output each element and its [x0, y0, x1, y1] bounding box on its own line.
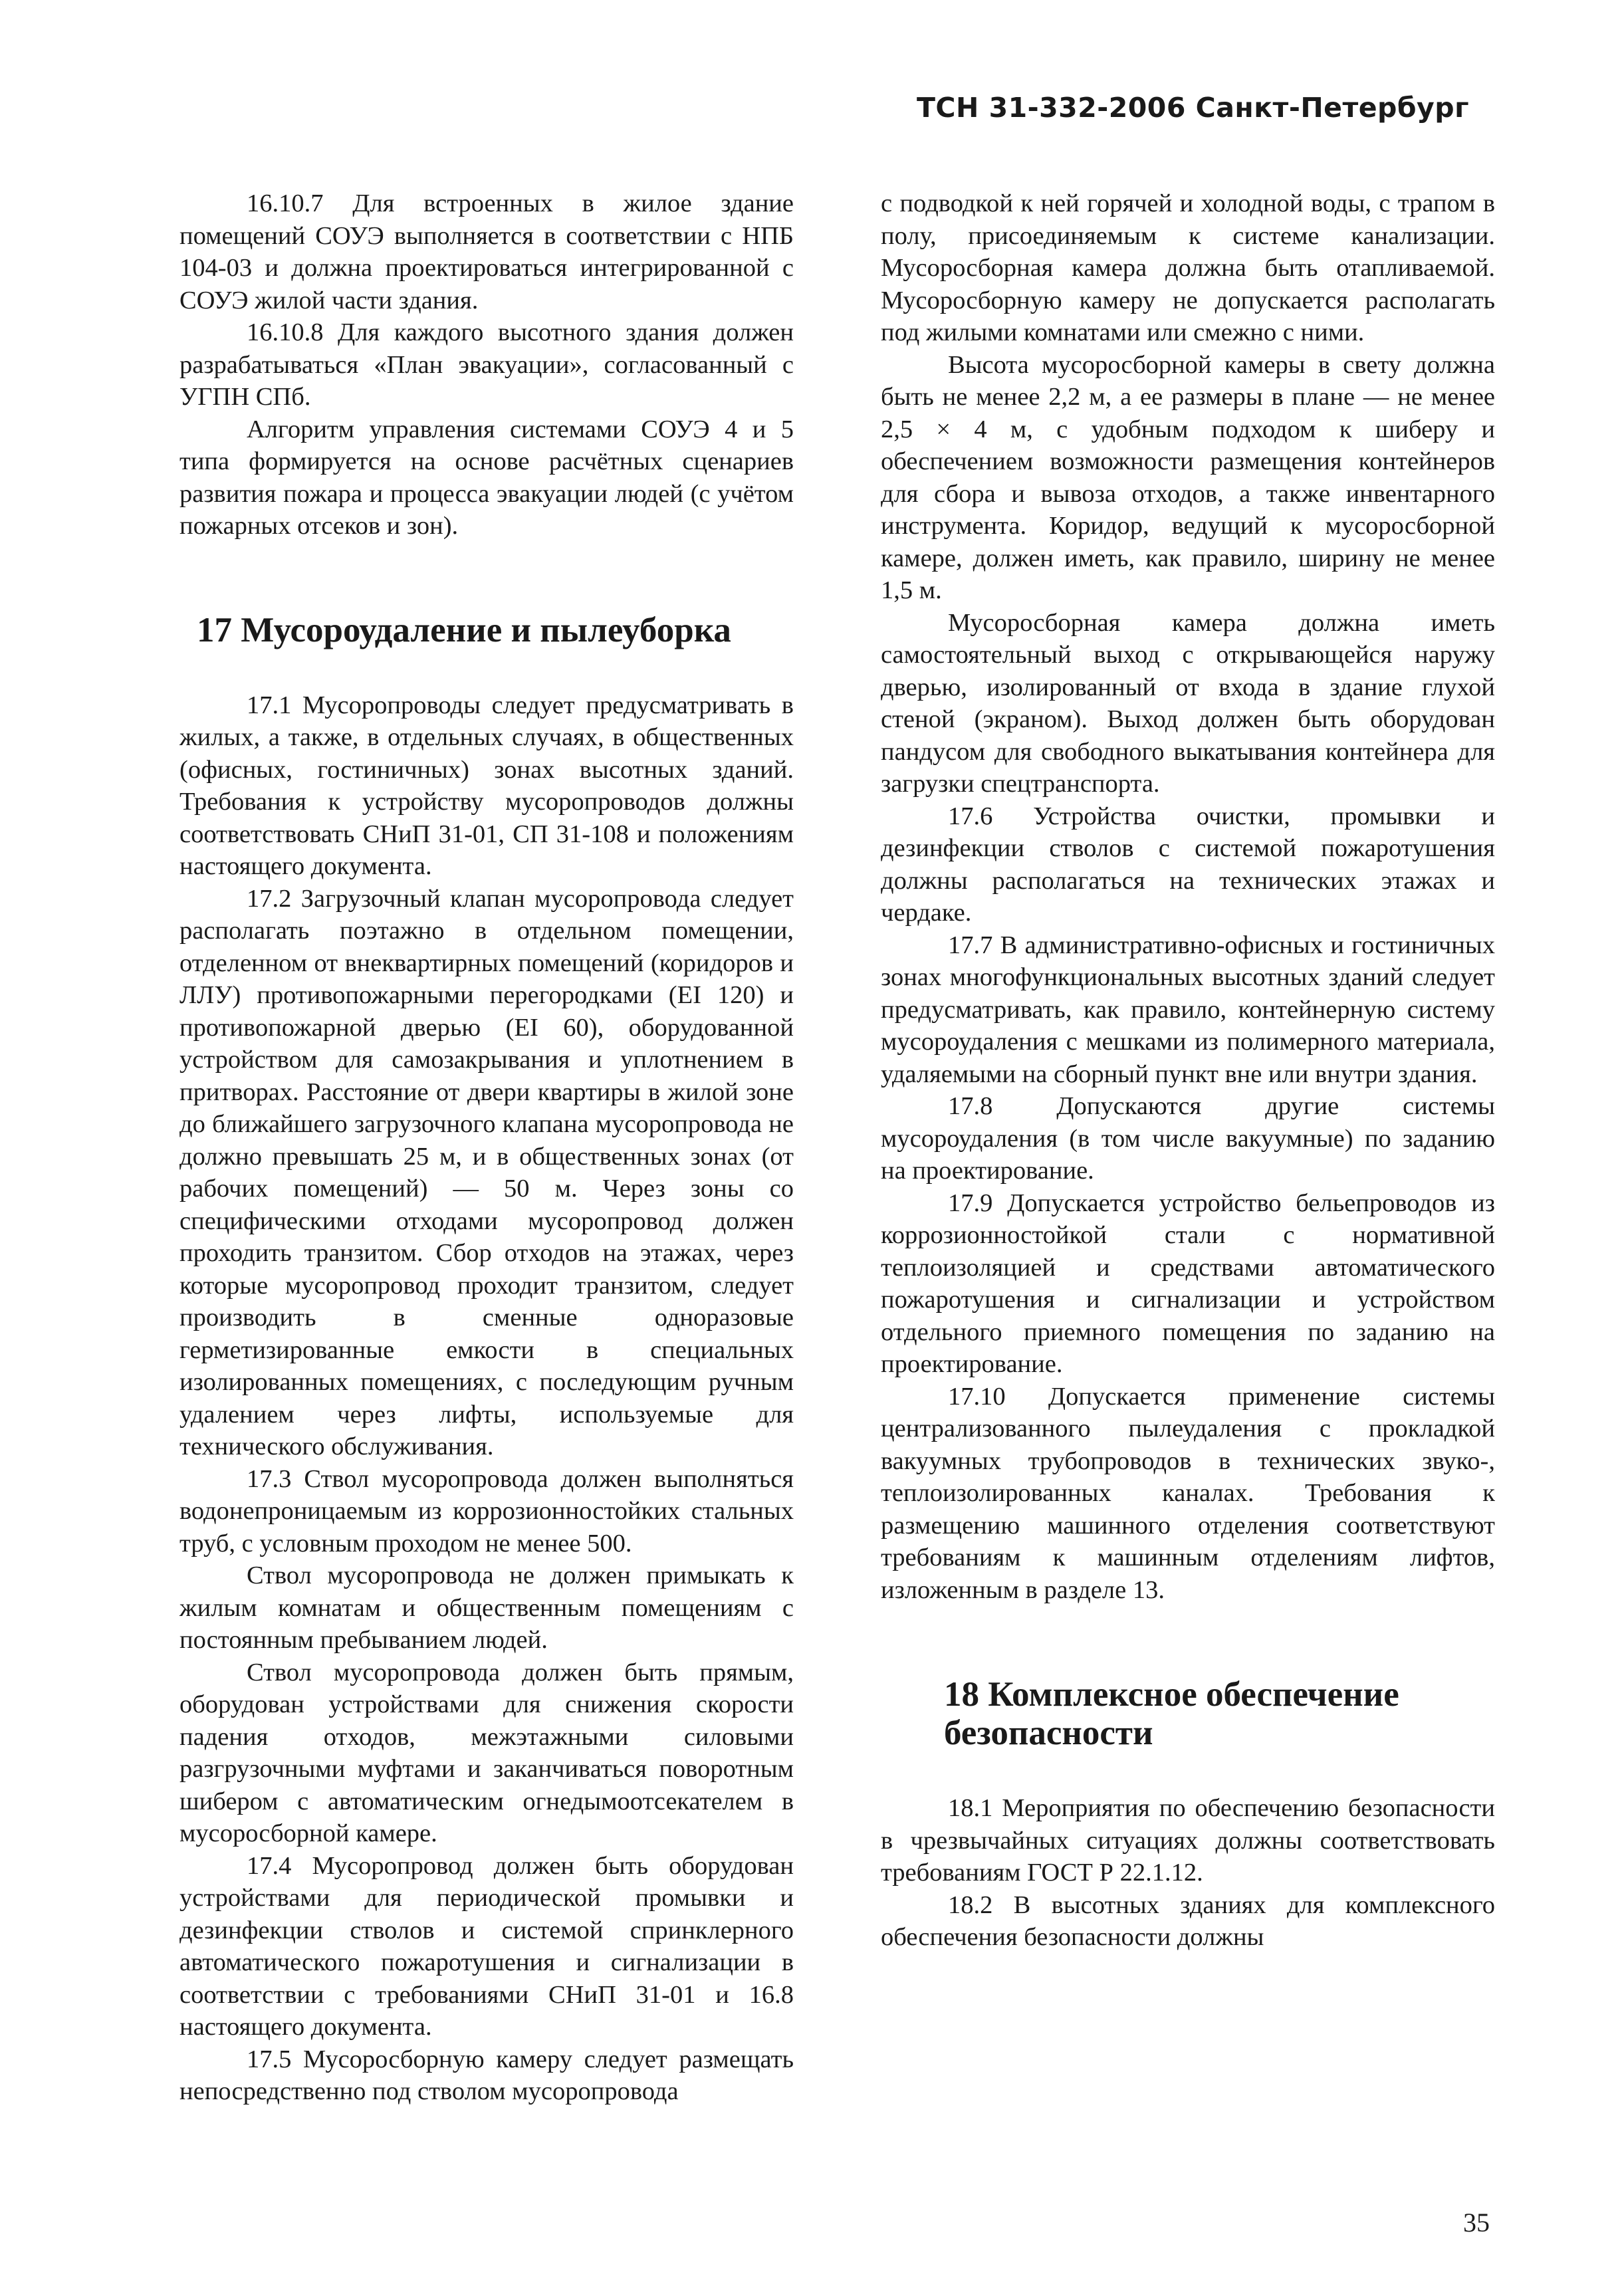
paragraph-17-10: 17.10 Допускается применение системы централизованного пылеудаления с прокладкой вакуумных трубопроводов в технических звуко-, теплоизолированных каналах. Требования к размещению машинного отделения соответствуют требованиям к машинным отделениям лифтов, изложенным в разделе 13. [881, 1382, 1495, 1604]
paragraph-17-9: 17.9 Допускается устройство бельепроводов из коррозионностойкой стали с нормативной теплоизоляцией и средствами автоматического пожаротушения и сигнализации и устройством отдельного приемного помещения по заданию на проектирование. [881, 1189, 1495, 1378]
running-header: ТСН 31-332-2006 Санкт-Петербург [916, 92, 1469, 124]
paragraph-17-3: 17.3 Ствол мусоропровода должен выполняться водонепроницаемым из коррозионностойких стальных труб, с условным проходом не менее 500. [179, 1464, 794, 1557]
paragraph-17-6: 17.6 Устройства очистки, промывки и дезинфекции стволов с системой пожаротушения должны располагаться на технических этажах и чердаке. [881, 802, 1495, 927]
right-column [881, 187, 1495, 1954]
paragraph-16-10-7: 16.10.7 Для встроенных в жилое здание помещений СОУЭ выполняется в соответствии с НПБ 104-03 и должна проектироваться интегрированной с СОУЭ жилой части здания. [179, 189, 794, 314]
section-18-heading: 18 Комплексное обеспечение безопасности [944, 1675, 1399, 1752]
paragraph-17-1: 17.1 Мусоропроводы следует предусматривать в жилых, а также, в отдельных случаях, в общественных (офисных, гостиничных) зонах высотных зданий. Требования к устройству мусоропроводов должны соответствовать СНиП 31-01, СП 31-108 и положениям настоящего документа. [179, 691, 794, 880]
paragraph-17-7: 17.7 В административно-офисных и гостиничных зонах многофункциональных высотных зданий следует предусматривать, как правило, контейнерную систему мусороудаления с мешками из полимерного материала, удаляемыми на сборный пункт вне или внутри здания. [881, 931, 1495, 1088]
paragraph-18-2: 18.2 В высотных зданиях для комплексного обеспечения безопасности должны [881, 1891, 1495, 1951]
paragraph-17-2: 17.2 Загрузочный клапан мусоропровода следует располагать поэтажно в отдельном помещении, отделенном от внеквартирных помещений (коридоров и ЛЛУ) противопожарными перегородками (EI 120) и противопожарной дверью (EI 60), оборудованной устройством для самозакрывания и уплотнением в притворах. Расстояние от двери квартиры в жилой зоне до ближайшего загрузочного клапана мусоропровода не должно превышать 25 м, и в общественных зонах (от рабочих помещений) — 50 м. Через зоны со специфическими отходами мусоропровод должен проходить транзитом. Сбор отходов на этажах, через которые мусоропровод проходит транзитом, следует производить в сменные одноразовые герметизированные емкости в специальных изолированных помещениях, с последующим ручным удалением через лифты, используемые для технического обслуживания. [179, 884, 794, 1460]
paragraph-chute-straight: Ствол мусоропровода должен быть прямым, оборудован устройствами для снижения скорости падения отходов, межэтажными силовыми разгрузочными муфтами и заканчиваться поворотным шибером с автоматическим огнедымоотсекателем в мусоросборной камере. [179, 1658, 794, 1847]
paragraph-17-8: 17.8 Допускаются другие системы мусороудаления (в том числе вакуумные) по заданию на проектирование. [881, 1092, 1495, 1185]
paragraph-soue-algorithm: Алгоритм управления системами СОУЭ 4 и 5 типа формируется на основе расчётных сценариев развития пожара и процесса эвакуации людей (с учётом пожарных отсеков и зон). [179, 415, 794, 540]
paragraph-16-10-8: 16.10.8 Для каждого высотного здания должен разрабатываться «План эвакуации», согласованный с УГПН СПб. [179, 318, 794, 411]
paragraph-17-5-continued: с подводкой к ней горячей и холодной воды, с трапом в полу, присоединяемым к системе канализации. Мусоросборная камера должна быть отапливаемой. Мусоросборную камеру не допускается располагать под жилыми комнатами или смежно с ними. [881, 189, 1495, 346]
paragraph-18-1: 18.1 Мероприятия по обеспечению безопасности в чрезвычайных ситуациях должны соответствовать требованиям ГОСТ Р 22.1.12. [881, 1794, 1495, 1887]
paragraph-17-4: 17.4 Мусоропровод должен быть оборудован устройствами для периодической промывки и дезинфекции стволов и системой спринклерного автоматического пожаротушения и сигнализации в соответствии с требованиями СНиП 31-01 и 16.8 настоящего документа. [179, 1851, 794, 2041]
paragraph-chute-not-adjacent: Ствол мусоропровода не должен примыкать к жилым комнатам и общественным помещениям с постоянным пребыванием людей. [179, 1561, 794, 1654]
paragraph-chamber-height: Высота мусоросборной камеры в свету должна быть не менее 2,2 м, а ее размеры в плане — не менее 2,5 × 4 м, с удобным подходом к шиберу и обеспечением возможности размещения контейнеров для сбора и вывоза отходов, а также инвентарного инструмента. Коридор, ведущий к мусоросборной камере, должен иметь, как правило, ширину не менее 1,5 м. [881, 350, 1495, 604]
left-column [179, 187, 794, 2108]
page-number: 35 [1463, 2208, 1490, 2238]
paragraph-17-5: 17.5 Мусоросборную камеру следует размещать непосредственно под стволом мусоропровода [179, 2045, 794, 2105]
section-17-heading: 17 Мусороудаление и пылеуборка [197, 610, 731, 649]
paragraph-chamber-exit: Мусоросборная камера должна иметь самостоятельный выход с открывающейся наружу дверью, изолированный от входа в здание глухой стеной (экраном). Выход должен быть оборудован пандусом для свободного выкатывания контейнера для загрузки спецтранспорта. [881, 608, 1495, 798]
